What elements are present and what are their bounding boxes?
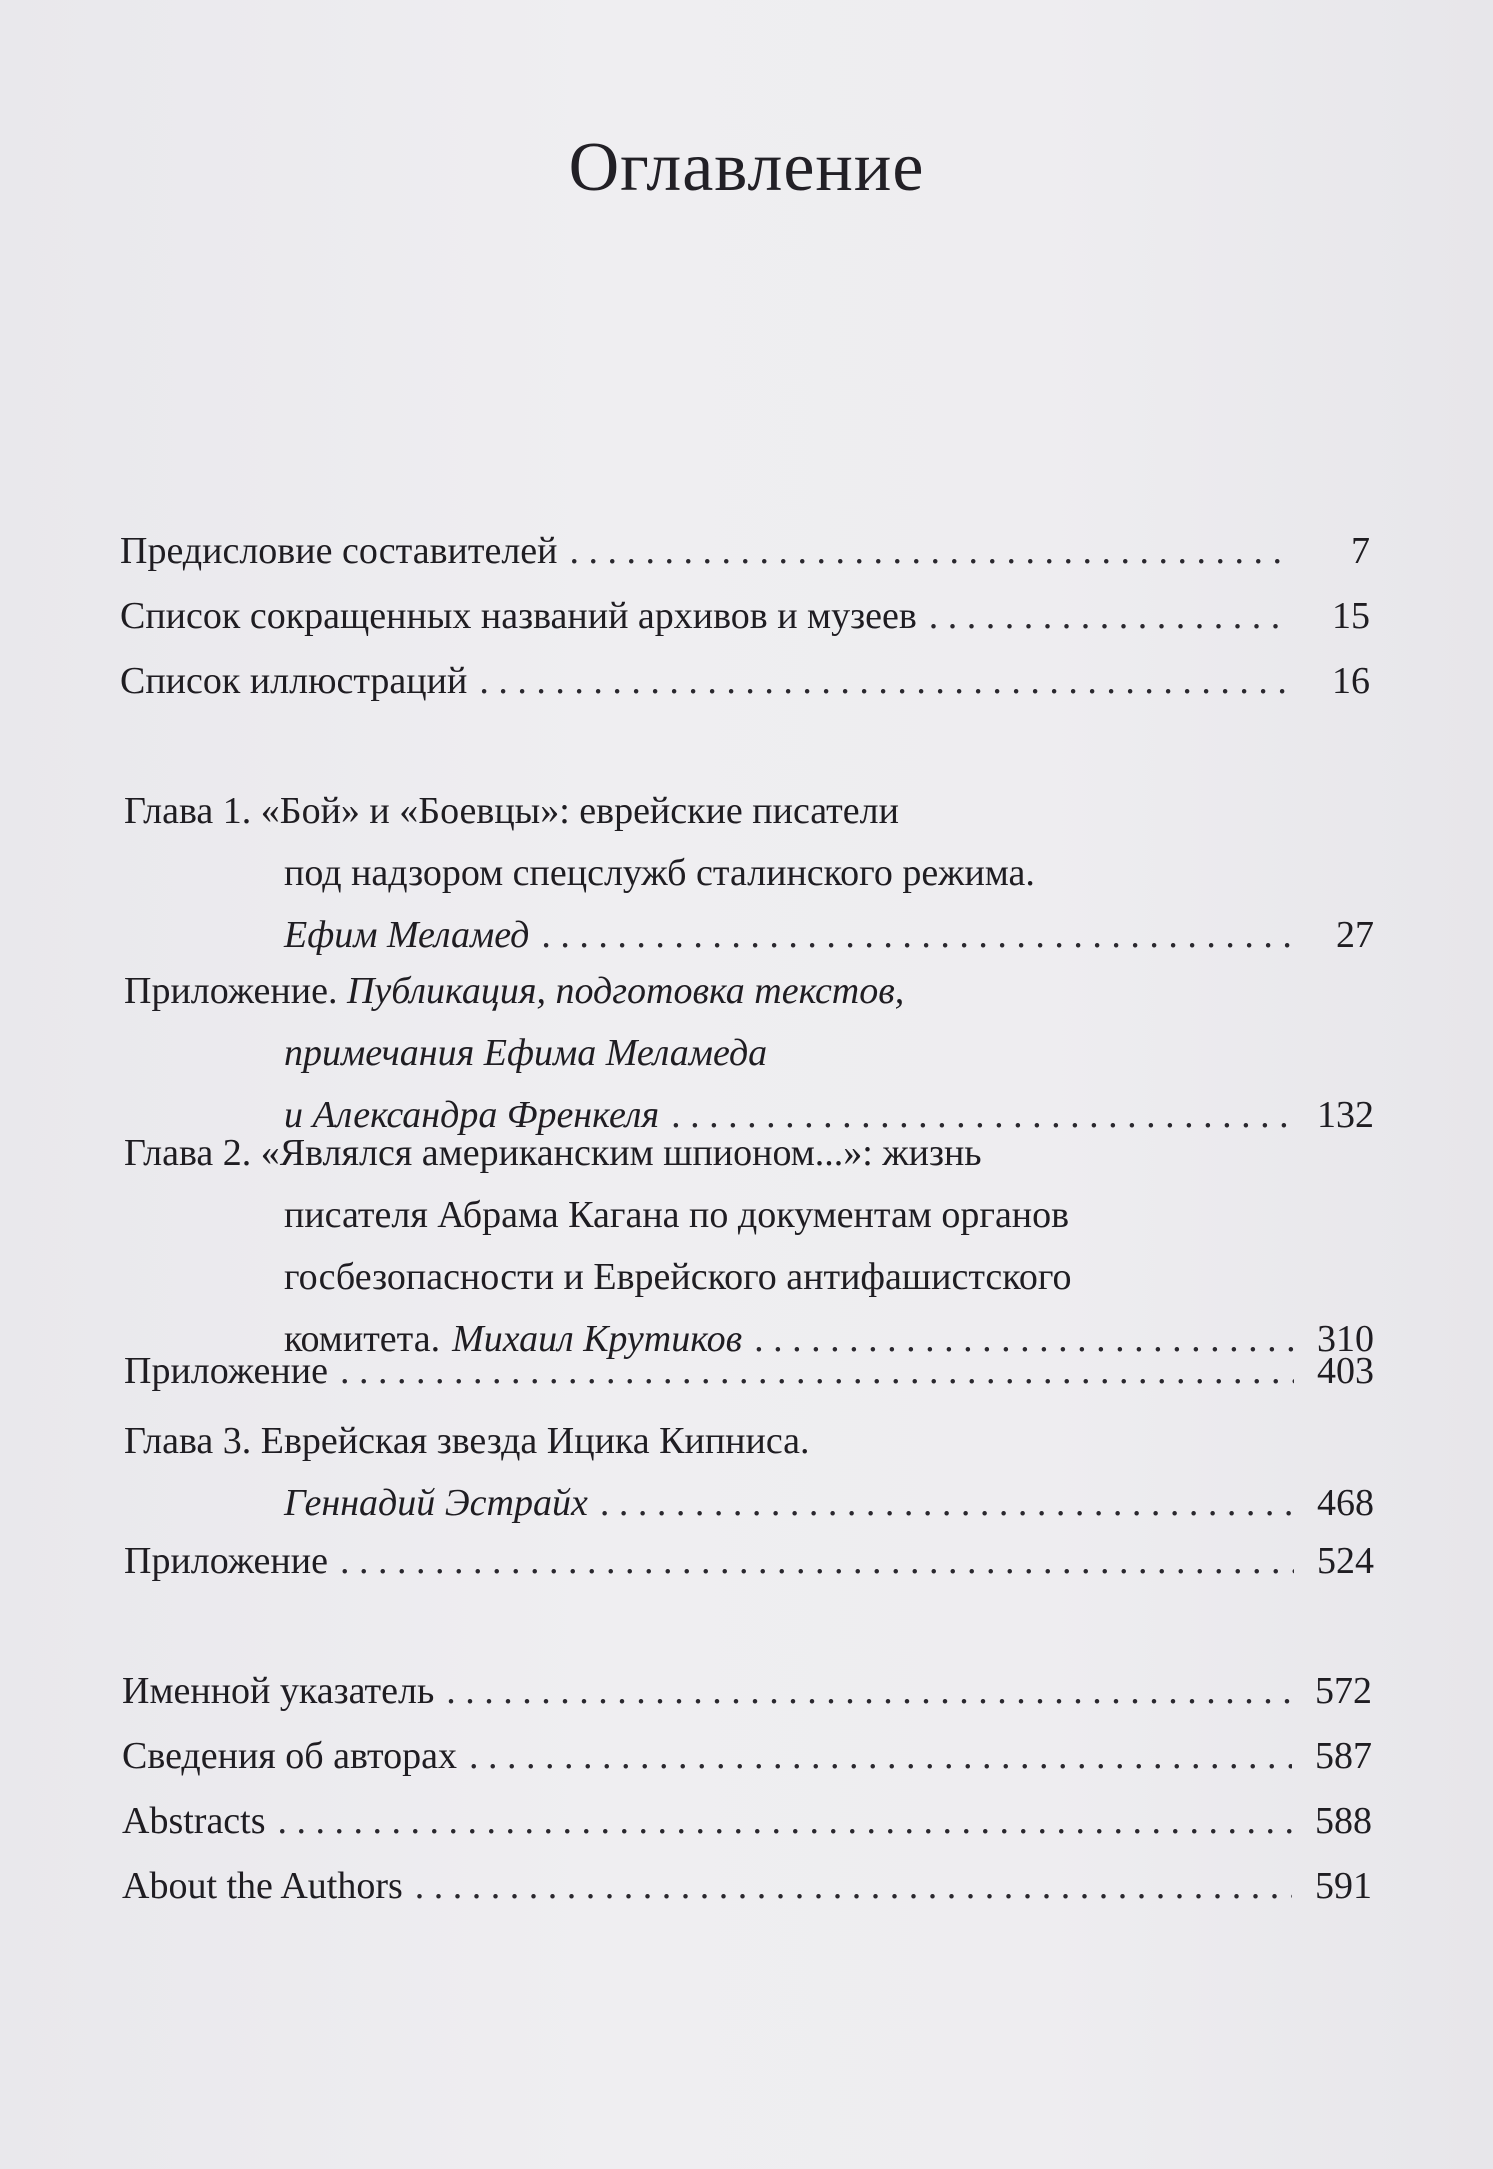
dot-leader bbox=[600, 1472, 1294, 1534]
dot-leader bbox=[415, 1855, 1292, 1917]
toc-entry-appendix-2 bbox=[124, 1340, 1374, 1402]
dot-leader bbox=[446, 1660, 1292, 1722]
page-title: Оглавление bbox=[568, 129, 925, 206]
toc-entry-about-authors-ru bbox=[122, 1725, 1372, 1787]
toc-line bbox=[124, 960, 1374, 1022]
toc-line bbox=[120, 650, 1370, 712]
toc-page-number: 587 bbox=[1315, 1735, 1372, 1777]
toc-line bbox=[124, 904, 1374, 966]
toc-line bbox=[124, 1410, 1374, 1472]
toc-entry-title: Предисловие составителей bbox=[120, 530, 558, 572]
toc-entry-chapter-2 bbox=[124, 1122, 1374, 1370]
toc-page-number: 524 bbox=[1317, 1540, 1374, 1582]
toc-entry-title: Список иллюстраций bbox=[120, 660, 468, 702]
chapter-prefix: Глава 2. bbox=[124, 1132, 252, 1174]
toc-line bbox=[120, 585, 1370, 647]
toc-page-number: 468 bbox=[1317, 1482, 1374, 1524]
toc-line bbox=[124, 1340, 1374, 1402]
toc-entry-name-index bbox=[122, 1660, 1372, 1722]
toc-entry-title: «Бой» и «Боевцы»: еврейские писатели bbox=[260, 790, 899, 832]
toc-line bbox=[122, 1790, 1372, 1852]
toc-line bbox=[124, 1122, 1374, 1184]
toc-entry-title: Список сокращенных названий архивов и музеев bbox=[120, 595, 917, 637]
toc-entry-title: Сведения об авторах bbox=[122, 1735, 457, 1777]
toc-entry-appendix-3 bbox=[124, 1530, 1374, 1592]
toc-entry-chapter-3 bbox=[124, 1410, 1374, 1534]
toc-page-number: 591 bbox=[1315, 1865, 1372, 1907]
toc-page-number: 588 bbox=[1315, 1800, 1372, 1842]
toc-entry-abbreviations bbox=[120, 585, 1370, 647]
toc-entry-title: Abstracts bbox=[122, 1800, 266, 1842]
toc-line bbox=[122, 1725, 1372, 1787]
toc-entry-title: Приложение bbox=[124, 1540, 328, 1582]
toc-entry-title-continued: госбезопасности и Еврейского антифашистского bbox=[284, 1256, 1072, 1298]
toc-entry-preface bbox=[120, 520, 1370, 582]
dot-leader bbox=[479, 650, 1290, 712]
toc-entry-chapter-1 bbox=[124, 780, 1374, 966]
dot-leader bbox=[469, 1725, 1292, 1787]
toc-entry-about-authors-en bbox=[122, 1855, 1372, 1917]
toc-page-number: 403 bbox=[1317, 1350, 1374, 1392]
appendix-description-continued: примечания Ефима Меламеда bbox=[284, 1032, 768, 1074]
toc-line bbox=[122, 1855, 1372, 1917]
toc-page-number: 15 bbox=[1332, 595, 1370, 637]
toc-entry-appendix-1 bbox=[124, 960, 1374, 1146]
toc-entry-title-continued: под надзором спецслужб сталинского режима. bbox=[284, 852, 1035, 894]
toc-entry-title-continued: комитета. bbox=[284, 1318, 441, 1360]
appendix-prefix: Приложение. bbox=[124, 970, 338, 1012]
toc-page-number: 310 bbox=[1317, 1318, 1374, 1360]
toc-page-number: 16 bbox=[1332, 660, 1370, 702]
dot-leader bbox=[340, 1530, 1294, 1592]
toc-entry-illustrations bbox=[120, 650, 1370, 712]
dot-leader bbox=[929, 585, 1290, 647]
toc-page-number: 27 bbox=[1336, 914, 1374, 956]
dot-leader bbox=[541, 904, 1294, 966]
toc-entry-title: Именной указатель bbox=[122, 1670, 435, 1712]
chapter-prefix: Глава 3. bbox=[124, 1420, 252, 1462]
toc-line bbox=[124, 1472, 1374, 1534]
toc-page-number: 132 bbox=[1317, 1094, 1374, 1136]
toc-entry-abstracts bbox=[122, 1790, 1372, 1852]
dot-leader bbox=[340, 1340, 1294, 1402]
toc-page-number: 7 bbox=[1351, 530, 1370, 572]
toc-line bbox=[124, 780, 1374, 842]
toc-line bbox=[122, 1660, 1372, 1722]
appendix-description: Публикация, подготовка текстов, bbox=[346, 970, 905, 1012]
appendix-description-continued: и Александра Френкеля bbox=[284, 1094, 660, 1136]
dot-leader bbox=[569, 520, 1290, 582]
toc-entry-title: Приложение bbox=[124, 1350, 328, 1392]
dot-leader bbox=[278, 1790, 1292, 1852]
chapter-author: Геннадий Эстрайх bbox=[284, 1482, 588, 1524]
toc-line bbox=[120, 520, 1370, 582]
toc-entry-title: «Являлся американским шпионом...»: жизнь bbox=[260, 1132, 982, 1174]
toc-line bbox=[124, 1530, 1374, 1592]
chapter-author: Михаил Крутиков bbox=[452, 1318, 743, 1360]
toc-entry-title-continued: писателя Абрама Кагана по документам органов bbox=[284, 1194, 1070, 1236]
chapter-author: Ефим Меламед bbox=[284, 914, 530, 956]
toc-entry-title: Еврейская звезда Ицика Кипниса. bbox=[260, 1420, 810, 1462]
chapter-prefix: Глава 1. bbox=[124, 790, 252, 832]
toc-entry-title: About the Authors bbox=[122, 1865, 403, 1907]
toc-page-number: 572 bbox=[1315, 1670, 1372, 1712]
